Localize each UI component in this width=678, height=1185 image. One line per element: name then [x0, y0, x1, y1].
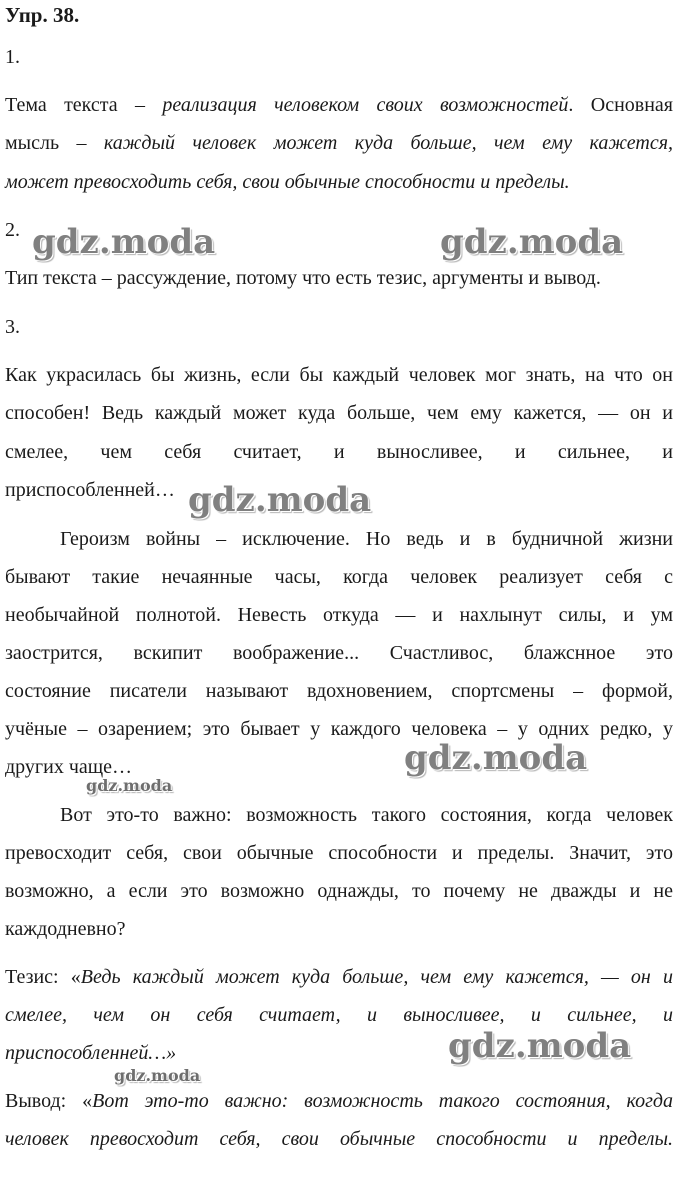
text-paragraph-3-line: Вот это-то важно: возможность такого состояния, когда человек	[60, 804, 673, 826]
text-paragraph-1-line: Как украсилась бы жизнь, если бы каждый человек мог знать, на что он	[5, 364, 673, 386]
text-paragraph-2-line: необычайной полнотой. Невесть откуда — и нахлынут силы, и ум	[5, 604, 673, 626]
conclusion-text-2: человек превосходит себя, свои обычные способности и пределы.	[5, 1128, 673, 1150]
watermark-logo: gdz.moda	[440, 222, 624, 262]
main-idea-text-2: может превосходить себя, свои обычные способности и пределы.	[5, 171, 570, 193]
text-paragraph-2-line: учёные – озарением; это бывает у каждого человека – у одних редко, у	[5, 718, 673, 740]
main-idea-text-1: каждый человек может куда больше, чем ему кажется,	[103, 132, 673, 154]
section-3-number: 3.	[5, 316, 20, 338]
text-paragraph-1-line: смелее, чем себя считает, и выносливее, и сильнее, и	[5, 441, 673, 463]
text-paragraph-2-line: других чаще…	[5, 756, 133, 778]
thesis-text-3: приспособленней…»	[5, 1042, 177, 1064]
main-idea-label: мысль –	[5, 132, 104, 154]
text-paragraph-3-line: возможно, а если это возможно однажды, то почему не дважды и не	[5, 880, 673, 902]
text-paragraph-2-line: Героизм войны – исключение. Но ведь и в будничной жизни	[60, 528, 673, 550]
watermark-logo: gdz.moda	[188, 480, 372, 520]
section-1-line-2	[5, 130, 673, 156]
main-idea-label-start: . Основная	[568, 94, 674, 116]
thesis-line-1	[5, 964, 673, 990]
topic-label: Тема текста –	[5, 94, 163, 116]
watermark-logo: gdz.moda	[114, 1066, 201, 1085]
text-paragraph-2-line: состояние писатели называют вдохновением, спортсмены – формой,	[5, 680, 673, 702]
text-paragraph-1-line: способен! Ведь каждый может куда больше, чем ему кажется, — он и	[5, 402, 673, 424]
section-1-line-1	[5, 92, 673, 118]
exercise-title: Упр. 38.	[5, 3, 80, 27]
text-paragraph-2-line: бывают такие нечаянные часы, когда человек реализует себя с	[5, 566, 673, 588]
conclusion-label: Вывод: «	[5, 1090, 93, 1112]
watermark-logo: gdz.moda	[86, 776, 173, 795]
section-1-number: 1.	[5, 46, 20, 68]
thesis-label: Тезис: «	[5, 966, 81, 988]
text-paragraph-1-line: приспособленней…	[5, 479, 175, 501]
text-paragraph-3-line: превосходит себя, свои обычные способности и пределы. Значит, это	[5, 842, 673, 864]
watermark-logo: gdz.moda	[32, 222, 216, 262]
thesis-text-2: смелее, чем он себя считает, и выносливее, и сильнее, и	[5, 1004, 673, 1026]
text-paragraph-3-line: каждодневно?	[5, 918, 126, 940]
watermark-logo: gdz.moda	[404, 738, 588, 778]
text-paragraph-2-line: заострится, вскипит воображение... Счастливос, блажснное это	[5, 642, 673, 664]
section-2-number: 2.	[5, 219, 20, 241]
conclusion-text-1: Вот это-то важно: возможность такого состояния, когда	[92, 1090, 673, 1112]
watermark-logo: gdz.moda	[448, 1026, 632, 1066]
topic-text: реализация человеком своих возможностей	[162, 94, 569, 116]
conclusion-line-1	[5, 1088, 673, 1114]
thesis-text-1: Ведь каждый может куда больше, чем ему кажется, — он и	[80, 966, 673, 988]
text-type: Тип текста – рассуждение, потому что есть тезис, аргументы и вывод.	[5, 267, 601, 289]
